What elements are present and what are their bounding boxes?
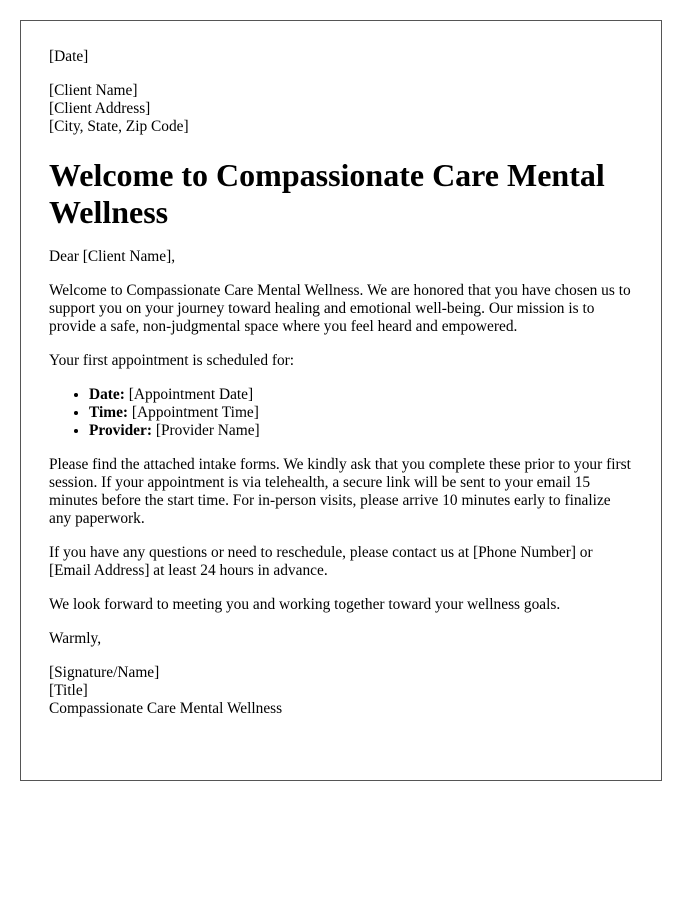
- salutation: Dear [Client Name],: [49, 248, 176, 265]
- signature-name: [Signature/Name]: [49, 664, 160, 681]
- appointment-time-value: [Appointment Time]: [128, 404, 259, 421]
- appointment-lead: Your first appointment is scheduled for:: [49, 352, 295, 369]
- signature-organization: Compassionate Care Mental Wellness: [49, 700, 283, 717]
- date-text: [Date]: [49, 48, 89, 65]
- contact-paragraph: If you have any questions or need to reschedule, please contact us at [Phone Number] or [Email Address] at least 24 hours in advance.: [49, 544, 593, 579]
- client-name: [Client Name]: [49, 82, 138, 99]
- signature-block: [49, 664, 633, 718]
- sign-off: Warmly,: [49, 630, 102, 647]
- letter-page: [20, 20, 662, 781]
- appointment-date-item: [89, 386, 633, 404]
- appointment-date-label: Date:: [89, 386, 125, 403]
- client-city-state-zip: [City, State, Zip Code]: [49, 118, 189, 135]
- appointment-provider-label: Provider:: [89, 422, 152, 439]
- appointment-time-label: Time:: [89, 404, 129, 421]
- appointment-provider-item: [89, 422, 633, 440]
- intake-forms-paragraph: Please find the attached intake forms. We kindly ask that you complete these prior to your first session. If your appointment is via telehealth, a secure link will be sent to your email 15 minutes before the start time. For in-person visits, please arrive 10 minutes early to finalize any paperwork.: [49, 456, 631, 527]
- signature-title: [Title]: [49, 682, 88, 699]
- appointment-time-item: [89, 404, 633, 422]
- letter-title: Welcome to Compassionate Care Mental Wellness: [49, 157, 605, 230]
- appointment-provider-value: [Provider Name]: [151, 422, 260, 439]
- recipient-address: [49, 82, 633, 136]
- client-address: [Client Address]: [49, 100, 151, 117]
- appointment-details-list: [49, 386, 633, 440]
- appointment-date-value: [Appointment Date]: [124, 386, 254, 403]
- intro-paragraph: Welcome to Compassionate Care Mental Wellness. We are honored that you have chosen us to support you on your journey toward healing and emotional well-being. Our mission is to provide a safe, non-judgmental space where you feel heard and empowered.: [49, 282, 631, 335]
- date-line: [49, 48, 633, 66]
- closing-paragraph: We look forward to meeting you and working together toward your wellness goals.: [49, 596, 561, 613]
